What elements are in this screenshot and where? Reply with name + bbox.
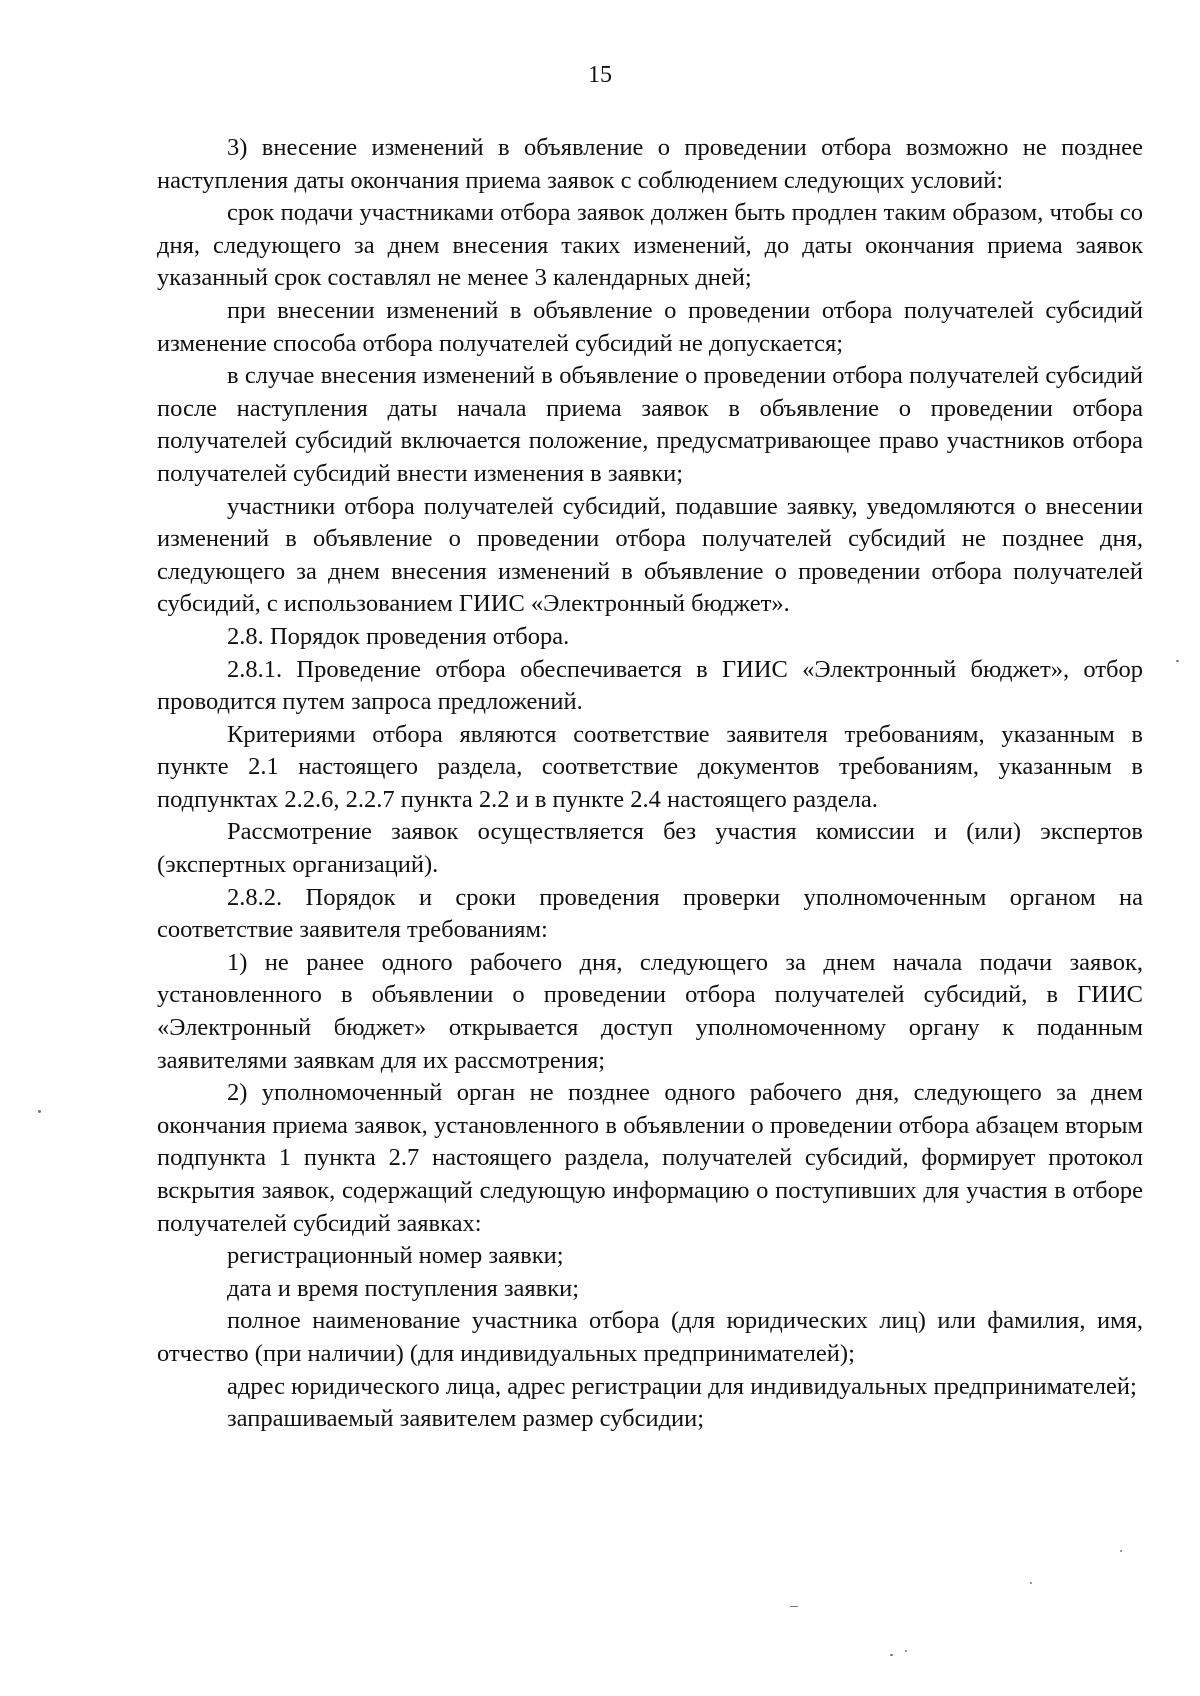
- page-number: 15: [588, 62, 612, 88]
- scan-speck: [1176, 660, 1179, 662]
- scan-speck: [905, 1650, 907, 1652]
- list-item-address: адрес юридического лица, адрес регистрации для индивидуальных предпринимателей;: [227, 1372, 1137, 1400]
- scan-speck: [790, 1606, 798, 1607]
- paragraph-access-to-applications: 1) не ранее одного рабочего дня, следующего за днем начала подачи заявок, установленного в объявлении о проведении отбора получателей субсидий, в ГИИС «Электронный бюджет» открывается доступ уполномоченному органу к поданным заявителями заявкам для их рассмотрения;: [157, 948, 1143, 1074]
- scan-speck: [1030, 1582, 1032, 1584]
- list-item-receipt-datetime: дата и время поступления заявки;: [227, 1274, 580, 1302]
- scan-speck: [38, 1110, 41, 1113]
- paragraph-review-without-commission: Рассмотрение заявок осуществляется без участия комиссии и (или) экспертов (экспертных организаций).: [157, 818, 1143, 879]
- list-item-participant-name: полное наименование участника отбора (для юридических лиц) или фамилия, имя, отчество (при наличии) (для индивидуальных предпринимателей);: [157, 1307, 1143, 1367]
- paragraph-opening-protocol: 2) уполномоченный орган не позднее одного рабочего дня, следующего за днем окончания приема заявок, установленного в объявлении о проведении отбора абзацем вторым подпункта 1 пункта 2.7 настоящего раздела, получателей субсидий, формирует протокол вскрытия заявок, содержащий следующую информацию о поступивших для участия в отборе получателей субсидий заявках:: [157, 1079, 1143, 1237]
- scan-speck: [890, 1654, 893, 1656]
- paragraph-participant-notification: участники отбора получателей субсидий, подавшие заявку, уведомляются о внесении изменений в объявление о проведении отбора получателей субсидий не позднее дня, следующего за днем внесения изменений в объявление о проведении отбора получателей субсидий, с использованием ГИИС «Электронный бюджет».: [157, 492, 1143, 618]
- paragraph-2-8-2: 2.8.2. Порядок и сроки проведения проверки уполномоченным органом на соответствие заявителя требованиям:: [157, 883, 1143, 944]
- paragraph-selection-criteria: Критериями отбора являются соответствие заявителя требованиям, указанным в пункте 2.1 настоящего раздела, соответствие документов требованиям, указанным в подпунктах 2.2.6, 2.2.7 пункта 2.2 и в пункте 2.4 настоящего раздела.: [157, 720, 1143, 813]
- paragraph-changes-after-start: в случае внесения изменений в объявление о проведении отбора получателей субсидий после наступления даты начала приема заявок в объявление о проведении отбора получателей субсидий включается положение, предусматривающее право участников отбора получателей субсидий внести изменения в заявки;: [157, 362, 1143, 487]
- section-heading-2-8: 2.8. Порядок проведения отбора.: [227, 622, 570, 650]
- paragraph-method-change: при внесении изменений в объявление о проведении отбора получателей субсидий изменение способа отбора получателей субсидий не допускается;: [157, 296, 1143, 357]
- paragraph-2-8-1: 2.8.1. Проведение отбора обеспечивается в ГИИС «Электронный бюджет», отбор проводится путем запроса предложений.: [157, 655, 1143, 716]
- paragraph-amendment-rule: 3) внесение изменений в объявление о проведении отбора возможно не позднее наступления даты окончания приема заявок с соблюдением следующих условий:: [157, 134, 1143, 194]
- body-text: [157, 132, 1143, 1436]
- paragraph-deadline-extension: срок подачи участниками отбора заявок должен быть продлен таким образом, чтобы со дня, следующего за днем внесения таких изменений, до даты окончания приема заявок указанный срок составлял не менее 3 календарных дней;: [157, 199, 1143, 292]
- list-item-registration-number: регистрационный номер заявки;: [227, 1242, 564, 1270]
- list-item-requested-amount: запрашиваемый заявителем размер субсидии;: [227, 1405, 705, 1433]
- scan-speck: [1120, 1550, 1122, 1552]
